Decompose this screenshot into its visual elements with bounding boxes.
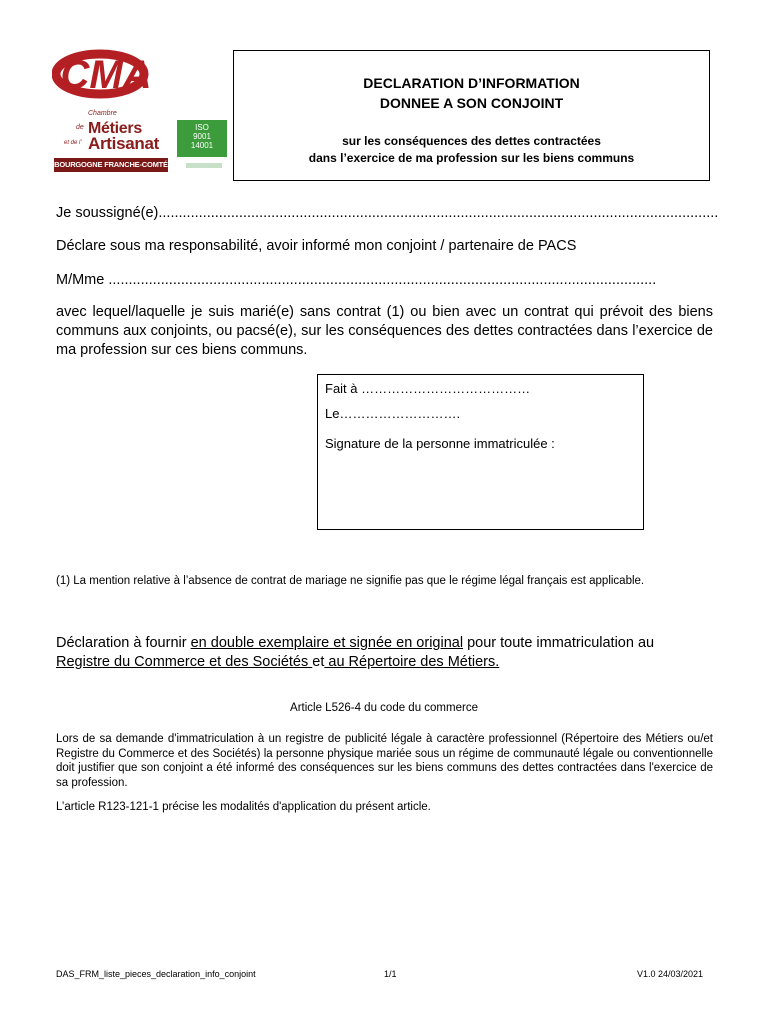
iso-line3: 14001 bbox=[190, 141, 214, 150]
date-field[interactable]: Le………………………. bbox=[325, 406, 461, 421]
article-body-2: L’article R123-121-1 précise les modalités d'application du présent article. bbox=[56, 801, 431, 813]
soussigne-field[interactable]: Je soussigné(e)........................................................................................................................................... bbox=[56, 205, 719, 221]
declaration-underlined-rm: au Répertoire des Métiers. bbox=[324, 654, 500, 670]
document-subtitle-line2: dans l’exercice de ma profession sur les biens communs bbox=[308, 151, 635, 165]
footer-version: V1.0 24/03/2021 bbox=[637, 969, 704, 979]
document-subtitle-line1: sur les conséquences des dettes contractées bbox=[342, 134, 601, 148]
cma-logo-mark bbox=[52, 48, 172, 108]
cma-logo-letters: CMA bbox=[60, 53, 152, 97]
declaration-part1: Déclaration à fournir bbox=[56, 635, 191, 651]
iso-line2: 9001 bbox=[193, 132, 211, 141]
document-title-line2: DONNEE A SON CONJOINT bbox=[379, 95, 564, 111]
logo-metiers-text: Métiers bbox=[88, 120, 142, 137]
footer-filename: DAS_FRM_liste_pieces_declaration_info_conjoint bbox=[56, 969, 256, 979]
declaration-line2 bbox=[56, 653, 716, 672]
fait-a-field[interactable]: Fait à ………………………………… bbox=[325, 381, 531, 396]
iso-certification-badge bbox=[177, 120, 227, 157]
title-box bbox=[233, 50, 710, 181]
marriage-paragraph: avec lequel/laquelle je suis marié(e) sans contrat (1) ou bien avec un contrat qui prévoit des biens communs aux conjoints, ou pacsé(e), sur les conséquences des dettes contractées dans l’exercice de ma profession sur ces biens communs. bbox=[56, 304, 713, 358]
iso-badge-caption bbox=[186, 163, 222, 168]
signature-box bbox=[317, 374, 644, 530]
declaration-underlined-double: en double exemplaire et signée en original bbox=[190, 635, 464, 651]
signature-field[interactable]: Signature de la personne immatriculée : bbox=[325, 436, 555, 451]
iso-line1: ISO bbox=[195, 123, 209, 132]
logo-chambre-text: Chambre bbox=[88, 110, 117, 117]
declare-statement: Déclare sous ma responsabilité, avoir informé mon conjoint / partenaire de PACS bbox=[56, 238, 577, 254]
logo-artisanat-text: Artisanat bbox=[88, 134, 159, 153]
footer-page-number: 1/1 bbox=[384, 969, 397, 979]
article-body: Lors de sa demande d'immatriculation à un registre de publicité légale à caractère professionnel (Répertoire des Métiers ou/et Registre du Commerce et des Sociétés) la personne physique mariée sous un régime de communauté légale ou conventionnelle doit justifier que son conjoint a été informé des conséquences sur les biens communs des dettes contractées dans l'exercice de sa profession. bbox=[56, 733, 713, 789]
article-title: Article L526-4 du code du commerce bbox=[290, 702, 478, 714]
logo-region-banner: BOURGOGNE FRANCHE-COMTÉ bbox=[54, 158, 168, 172]
document-title-line1: DECLARATION D’INFORMATION bbox=[363, 75, 580, 91]
declaration-underlined-rcs: Registre du Commerce et des Sociétés bbox=[56, 654, 313, 670]
declaration-part5: et bbox=[312, 654, 325, 670]
logo-de-text: de bbox=[76, 124, 84, 131]
footnote: (1) La mention relative à l’absence de contrat de mariage ne signifie pas que le régime légal français est applicable. bbox=[56, 575, 645, 587]
mmme-field[interactable]: M/Mme ........................................................................................................................................ bbox=[56, 272, 657, 288]
logo-et-de-text: et de l’ bbox=[64, 140, 82, 146]
declaration-part3: pour toute immatriculation au bbox=[463, 635, 655, 651]
declaration-line1 bbox=[56, 634, 716, 653]
